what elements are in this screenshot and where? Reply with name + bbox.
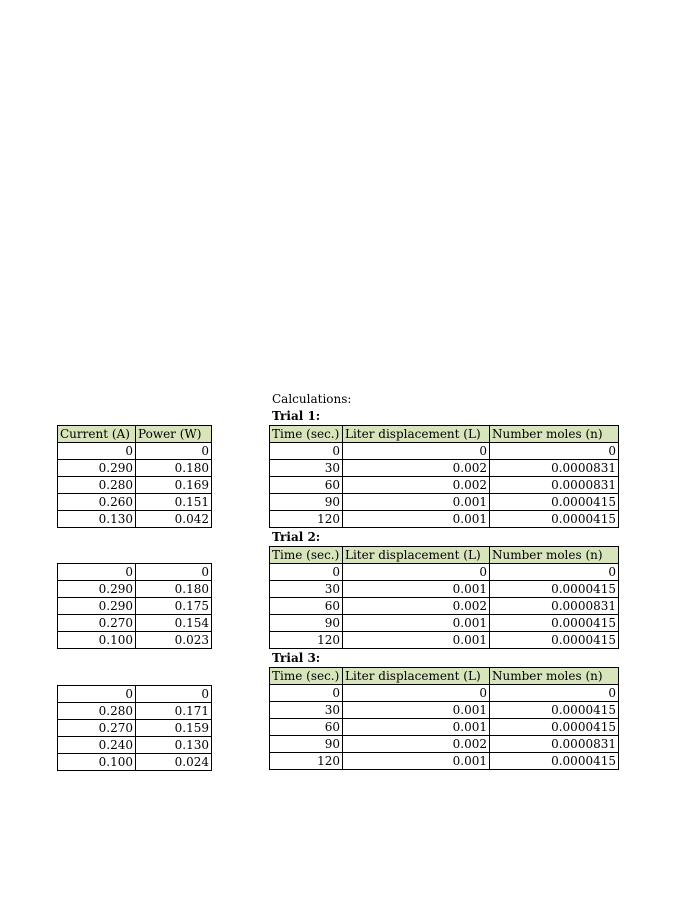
liter-cell: 0 [343,685,490,702]
current-cell: 0 [58,443,136,460]
time-cell: 30 [270,702,343,719]
trial-3-title: Trial 3: [272,651,321,665]
power-cell: 0.024 [136,754,212,771]
time-cell: 120 [270,511,343,528]
trial-1-title: Trial 1: [272,409,321,423]
table-row [58,737,212,754]
table-row [270,443,619,460]
liter-displacement-header: Liter displacement (L) [343,668,490,685]
table-header-row [270,668,619,685]
current-cell: 0.130 [58,511,136,528]
time-cell: 90 [270,615,343,632]
current-cell: 0 [58,564,136,581]
table-row [270,753,619,770]
table-row [270,564,619,581]
liter-cell: 0 [343,443,490,460]
liter-cell: 0.001 [343,719,490,736]
table-row [58,720,212,737]
power-cell: 0.154 [136,615,212,632]
moles-cell: 0.0000415 [490,702,619,719]
table-row [58,598,212,615]
trial-3-table [269,667,619,770]
time-cell: 120 [270,753,343,770]
moles-cell: 0 [490,685,619,702]
power-header: Power (W) [136,426,212,443]
liter-cell: 0.001 [343,581,490,598]
liter-cell: 0.001 [343,615,490,632]
power-cell: 0 [136,443,212,460]
table-row [58,460,212,477]
table-row [58,511,212,528]
current-cell: 0.280 [58,477,136,494]
liter-displacement-header: Liter displacement (L) [343,547,490,564]
power-cell: 0 [136,686,212,703]
table-row [58,494,212,511]
power-cell: 0.042 [136,511,212,528]
table-row [270,511,619,528]
table-row [58,564,212,581]
current-cell: 0.100 [58,754,136,771]
table-row [58,754,212,771]
time-cell: 120 [270,632,343,649]
table-row [270,719,619,736]
liter-cell: 0.001 [343,511,490,528]
number-moles-header: Number moles (n) [490,426,619,443]
current-cell: 0.290 [58,598,136,615]
power-cell: 0 [136,564,212,581]
time-header: Time (sec.) [270,426,343,443]
current-power-table-2 [57,563,212,649]
moles-cell: 0 [490,564,619,581]
trial-2-title: Trial 2: [272,530,321,544]
table-row [270,460,619,477]
moles-cell: 0.0000415 [490,719,619,736]
time-cell: 90 [270,736,343,753]
moles-cell: 0.0000415 [490,581,619,598]
current-cell: 0.280 [58,703,136,720]
current-cell: 0 [58,686,136,703]
time-header: Time (sec.) [270,668,343,685]
power-cell: 0.151 [136,494,212,511]
power-cell: 0.171 [136,703,212,720]
current-cell: 0.290 [58,460,136,477]
liter-cell: 0.001 [343,494,490,511]
moles-cell: 0.0000831 [490,460,619,477]
power-cell: 0.023 [136,632,212,649]
table-row [58,632,212,649]
current-header: Current (A) [58,426,136,443]
table-row [58,581,212,598]
power-cell: 0.180 [136,581,212,598]
moles-cell: 0.0000415 [490,615,619,632]
moles-cell: 0.0000831 [490,736,619,753]
table-row [58,477,212,494]
power-cell: 0.175 [136,598,212,615]
table-header-row [270,547,619,564]
time-cell: 0 [270,443,343,460]
number-moles-header: Number moles (n) [490,547,619,564]
liter-cell: 0.002 [343,477,490,494]
liter-displacement-header: Liter displacement (L) [343,426,490,443]
table-row [270,581,619,598]
table-header-row [270,426,619,443]
liter-cell: 0.001 [343,753,490,770]
calculations-label: Calculations: [272,392,352,406]
liter-cell: 0.002 [343,460,490,477]
table-row [270,632,619,649]
table-row [270,685,619,702]
table-row [270,615,619,632]
power-cell: 0.169 [136,477,212,494]
time-cell: 30 [270,581,343,598]
moles-cell: 0.0000415 [490,753,619,770]
time-cell: 90 [270,494,343,511]
time-cell: 30 [270,460,343,477]
current-cell: 0.270 [58,615,136,632]
table-row [58,703,212,720]
moles-cell: 0 [490,443,619,460]
moles-cell: 0.0000415 [490,632,619,649]
current-cell: 0.270 [58,720,136,737]
trial-2-table [269,546,619,649]
current-cell: 0.100 [58,632,136,649]
liter-cell: 0 [343,564,490,581]
time-cell: 60 [270,719,343,736]
table-row [270,702,619,719]
liter-cell: 0.001 [343,702,490,719]
time-cell: 0 [270,564,343,581]
current-cell: 0.240 [58,737,136,754]
table-row [270,477,619,494]
current-power-table-1 [57,425,212,528]
moles-cell: 0.0000415 [490,494,619,511]
trial-1-table [269,425,619,528]
time-cell: 60 [270,598,343,615]
liter-cell: 0.001 [343,632,490,649]
table-header-row [58,426,212,443]
time-cell: 60 [270,477,343,494]
current-cell: 0.290 [58,581,136,598]
moles-cell: 0.0000831 [490,477,619,494]
liter-cell: 0.002 [343,736,490,753]
time-header: Time (sec.) [270,547,343,564]
current-cell: 0.260 [58,494,136,511]
moles-cell: 0.0000831 [490,598,619,615]
table-row [58,615,212,632]
table-row [58,443,212,460]
table-row [58,686,212,703]
table-row [270,494,619,511]
power-cell: 0.130 [136,737,212,754]
table-row [270,598,619,615]
liter-cell: 0.002 [343,598,490,615]
current-power-table-3 [57,685,212,771]
power-cell: 0.159 [136,720,212,737]
number-moles-header: Number moles (n) [490,668,619,685]
power-cell: 0.180 [136,460,212,477]
time-cell: 0 [270,685,343,702]
table-row [270,736,619,753]
moles-cell: 0.0000415 [490,511,619,528]
